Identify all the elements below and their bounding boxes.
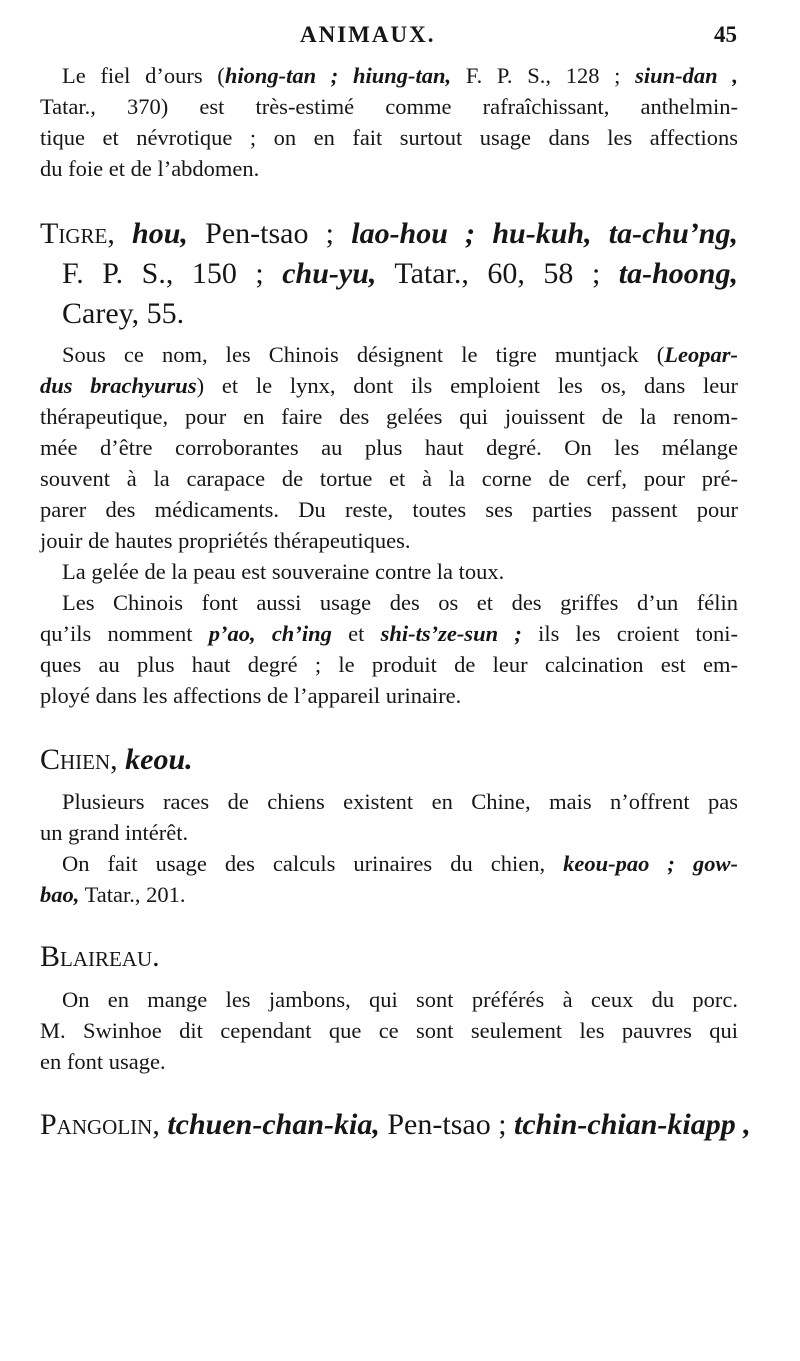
- tigre-entry-line-3: Carey, 55.: [62, 297, 185, 330]
- felin-line-1: Les Chinois font aussi usage des os et des griffes d’un félin: [62, 590, 738, 615]
- felin-line-4: ployé dans les affections de l’appareil urinaire.: [40, 683, 462, 708]
- entry-term-tigre: Tigre: [40, 217, 108, 250]
- bear-bile-line-2: Tatar., 370) est très-estimé comme rafraîchissant, anthelmin-: [40, 94, 738, 119]
- running-title: ANIMAUX.: [300, 22, 436, 47]
- blaireau-entry: [40, 939, 160, 975]
- chien-entry: Chien, keou.: [40, 743, 193, 776]
- tigre-entry-line-1: Tigre, hou, Pen-tsao ; lao-hou ; hu-kuh, ta-chu’ng,: [40, 217, 738, 250]
- tigre-text-line-3: thérapeutique, pour en faire des gelées qui jouissent de la renom-: [40, 404, 738, 429]
- chien-line-4: bao, Tatar., 201.: [40, 882, 186, 907]
- tigre-text-line-6: parer des médicaments. Du reste, toutes ses parties passent pour: [40, 497, 738, 522]
- tigre-entry-line-2: F. P. S., 150 ; chu-yu, Tatar., 60, 58 ; ta-hoong,: [62, 257, 738, 290]
- page-number: 45: [714, 22, 737, 47]
- bear-bile-line-4: du foie et de l’abdomen.: [40, 156, 260, 181]
- bear-bile-line-3: tique et névrotique ; on en fait surtout usage dans les affections: [40, 125, 738, 150]
- chien-line-3: On fait usage des calculs urinaires du chien, keou-pao ; gow-: [62, 851, 738, 876]
- chien-line-2: un grand intérêt.: [40, 820, 189, 845]
- blaireau-line-3: en font usage.: [40, 1049, 166, 1074]
- felin-line-2: qu’ils nomment p’ao, ch’ing et shi-ts’ze-sun ; ils les croient toni-: [40, 621, 738, 646]
- entry-term-pangolin: Pangolin: [40, 1108, 153, 1141]
- tigre-text-line-5: souvent à la carapace de tortue et à la corne de cerf, pour pré-: [40, 466, 738, 491]
- bear-bile-line-1: Le fiel d’ours (hiong-tan ; hiung-tan, F. P. S., 128 ; siun-dan ,: [62, 63, 739, 88]
- gelee-line: La gelée de la peau est souveraine contre la toux.: [62, 559, 505, 584]
- tigre-text-line-1: Sous ce nom, les Chinois désignent le tigre muntjack (Leopar-: [62, 342, 738, 367]
- pangolin-entry: Pangolin, tchuen-chan-kia, Pen-tsao ; tchin-chian-kiapp ,: [40, 1108, 751, 1141]
- tigre-text-line-4: mée d’être corroborantes au plus haut degré. On les mélange: [40, 435, 738, 460]
- felin-line-3: ques au plus haut degré ; le produit de leur calcination est em-: [40, 652, 738, 677]
- entry-term-blaireau: Blaireau.: [40, 940, 160, 973]
- tigre-text-line-2: dus brachyurus) et le lynx, dont ils emploient les os, dans leur: [40, 373, 738, 398]
- blaireau-line-1: On en mange les jambons, qui sont préférés à ceux du porc.: [62, 987, 738, 1012]
- entry-term-chien: Chien: [40, 743, 111, 776]
- chien-line-1: Plusieurs races de chiens existent en Chine, mais n’offrent pas: [62, 789, 738, 814]
- blaireau-line-2: M. Swinhoe dit cependant que ce sont seulement les pauvres qui: [40, 1018, 738, 1043]
- page-header: [0, 22, 800, 52]
- tigre-text-line-7: jouir de hautes propriétés thérapeutiques.: [40, 528, 411, 553]
